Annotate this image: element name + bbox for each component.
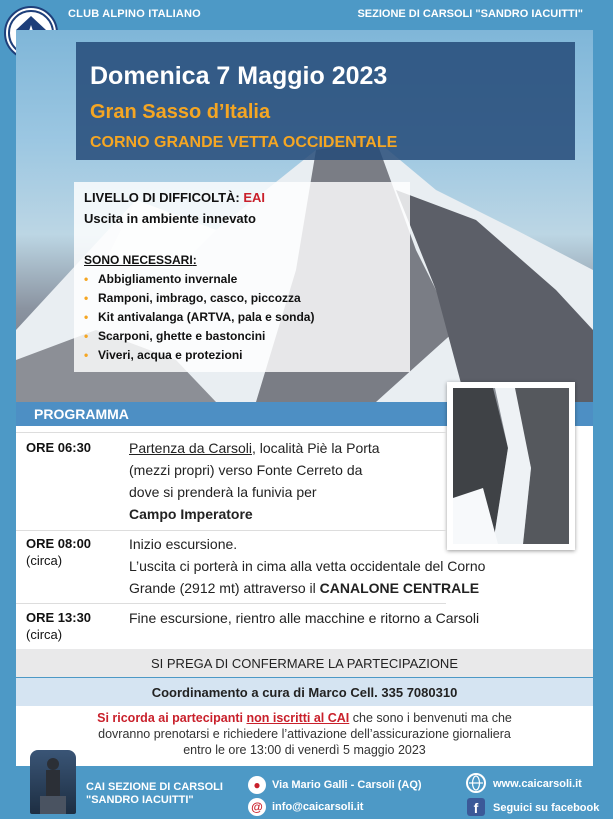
globe-icon xyxy=(466,773,486,793)
program-title: PROGRAMMA xyxy=(34,406,129,422)
circa-0800: (circa) xyxy=(26,553,63,568)
statue-photo xyxy=(30,750,76,814)
difficulty-description: Uscita in ambiente innevato xyxy=(84,211,256,226)
list-item: • Kit antivalanga (ARTVA, pala e sonda) xyxy=(84,308,314,327)
destination: Campo Imperatore xyxy=(129,506,253,522)
footer-address: Via Mario Galli - Carsoli (AQ) xyxy=(272,779,422,791)
requirements-title-colon: : xyxy=(192,253,197,267)
circa-1330: (circa) xyxy=(26,627,63,642)
transport-line: (mezzi propri) verso Fonte Cerreto da xyxy=(129,462,363,478)
at-sign-icon: @ xyxy=(248,798,266,816)
list-item: • Ramponi, imbrago, casco, piccozza xyxy=(84,289,314,308)
program-row-1330 xyxy=(129,607,569,629)
cable-car-line: dove si prenderà la funivia per xyxy=(129,484,317,500)
list-item: • Scarponi, ghette e bastoncini xyxy=(84,327,314,346)
facebook-icon: f xyxy=(467,798,485,816)
club-name: CLUB ALPINO ITALIANO xyxy=(68,8,201,20)
event-peak: CORNO GRANDE VETTA OCCIDENTALE xyxy=(90,134,398,151)
requirements-list xyxy=(84,270,314,365)
departure-location: , località Piè la Porta xyxy=(251,440,380,456)
coordination-text: Coordinamento a cura di Marco Cell. 335 7080310 xyxy=(151,685,458,700)
section-name: SEZIONE DI CARSOLI "SANDRO IACUITTI" xyxy=(357,8,583,20)
footer-section-line1: CAI SEZIONE DI CARSOLI xyxy=(86,781,223,793)
canalone-photo xyxy=(447,382,575,550)
notice-part2: non iscritti al CAI xyxy=(246,711,350,725)
footer-section-name xyxy=(86,781,223,807)
location-pin-icon: ● xyxy=(248,776,266,794)
row-divider xyxy=(16,432,446,433)
footer-section-line2: "SANDRO IACUITTI" xyxy=(86,794,194,806)
departure-link: Partenza da Carsoli xyxy=(129,440,252,456)
notice-text xyxy=(60,710,549,758)
hike-start: Inizio escursione. xyxy=(129,536,238,552)
hike-description: L’uscita ci porterà in cima alla vetta occidentale del Corno xyxy=(129,558,486,574)
event-date: Domenica 7 Maggio 2023 xyxy=(90,62,388,90)
hike-route: Grande (2912 mt) attraverso il xyxy=(129,580,320,596)
program-row-0630 xyxy=(129,437,380,525)
row-divider xyxy=(16,603,446,604)
event-place: Gran Sasso d’Italia xyxy=(90,101,271,123)
hike-end: Fine escursione, rientro alle macchine e ritorno a Carsoli xyxy=(129,610,480,626)
row-divider xyxy=(16,530,446,531)
time-0630: ORE 06:30 xyxy=(26,440,92,455)
footer-website[interactable]: www.caicarsoli.it xyxy=(493,778,582,790)
time-0800: ORE 08:00 xyxy=(26,536,92,551)
time-1330: ORE 13:30 xyxy=(26,610,92,625)
difficulty-value: EAI xyxy=(243,190,266,205)
requirements-title xyxy=(84,253,197,267)
canalone-photo-image xyxy=(453,388,569,544)
notice-part1: Si ricorda ai partecipanti xyxy=(97,711,243,725)
difficulty-label: LIVELLO DI DIFFICOLTÀ: xyxy=(84,190,240,205)
confirm-text: SI PREGA DI CONFERMARE LA PARTECIPAZIONE xyxy=(150,656,458,671)
notice-part3: che sono i benvenuti ma che xyxy=(349,711,512,725)
list-item: • Viveri, acqua e protezioni xyxy=(84,346,314,365)
list-item: • Abbigliamento invernale xyxy=(84,270,314,289)
footer-email[interactable]: info@caicarsoli.it xyxy=(272,801,364,813)
difficulty-level xyxy=(84,190,265,205)
notice-line3: entro le ore 13:00 di venerdì 5 maggio 2023 xyxy=(183,743,426,757)
canalone-centrale: CANALONE CENTRALE xyxy=(319,580,480,596)
footer-facebook[interactable]: Seguici su facebook xyxy=(493,802,600,814)
program-row-0800 xyxy=(129,533,559,599)
notice-line2: dovranno prenotarsi e richiedere l’attivazione dell’assicurazione giornaliera xyxy=(98,727,511,741)
requirements-title-text: SONO NECESSARI xyxy=(84,253,193,267)
